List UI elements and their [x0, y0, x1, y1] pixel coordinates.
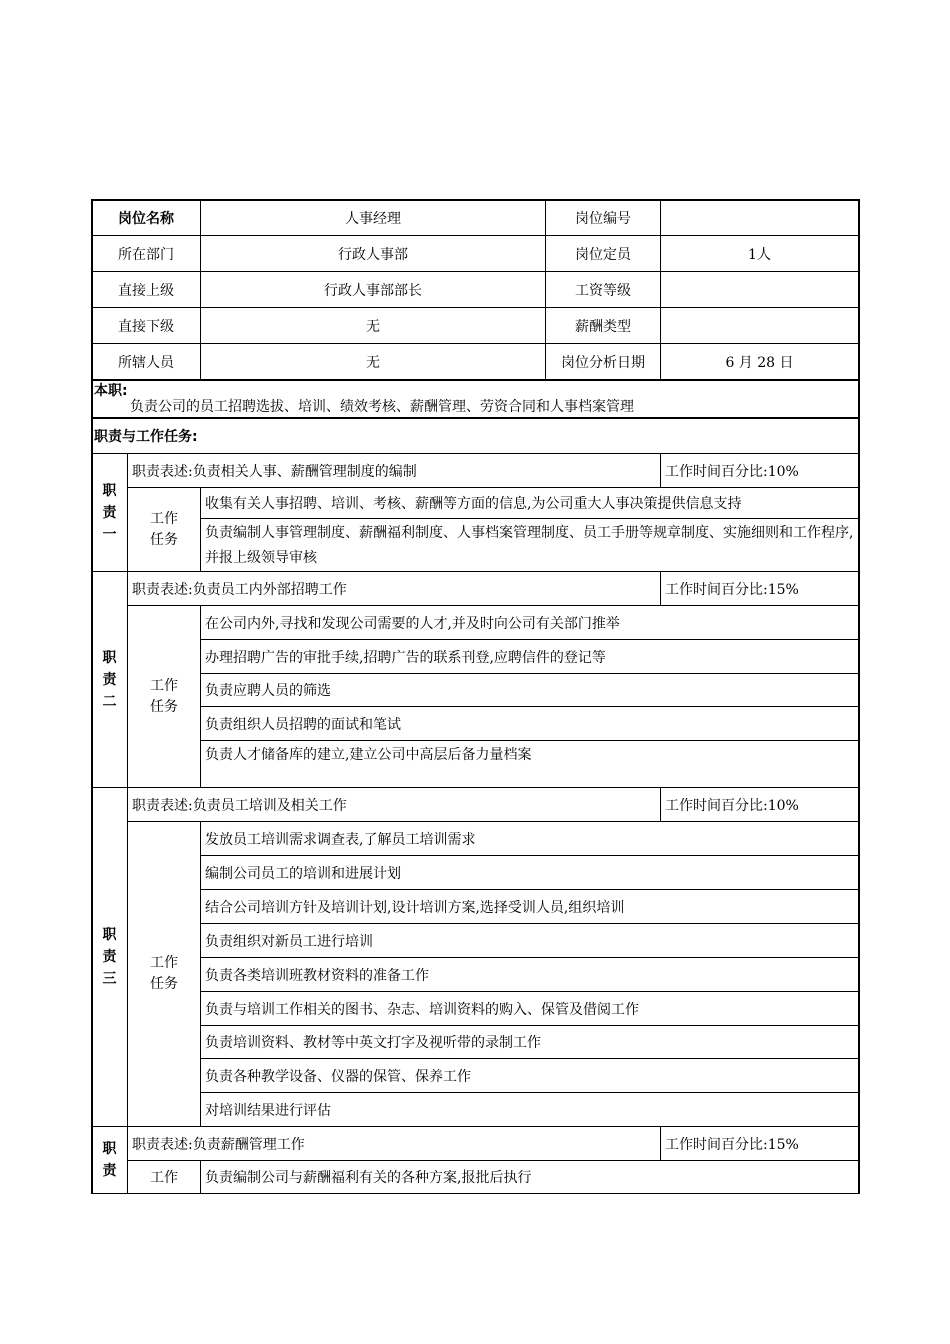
task-label-line: 工作	[150, 677, 178, 694]
summary-text: 负责公司的员工招聘选拔、培训、绩效考核、薪酬管理、劳资合同和人事档案管理	[130, 399, 634, 415]
duty-2-task-4: 负责组织人员招聘的面试和笔试	[205, 716, 401, 733]
direct-subordinate-value: 无	[366, 318, 380, 335]
duty-4-task-label: 工作	[150, 1170, 178, 1186]
duty-3-statement: 职责表述:负责员工培训及相关工作	[132, 797, 347, 814]
summary-label: 本职:	[94, 383, 128, 399]
duty-3-percent: 工作时间百分比:10%	[665, 797, 799, 814]
duty-2-task-5: 负责人才储备库的建立,建立公司中高层后备力量档案	[205, 747, 532, 763]
department-value: 行政人事部	[338, 246, 408, 263]
duty-3-title-char: 职	[102, 927, 117, 943]
pay-type-value	[661, 308, 858, 343]
salary-grade-value	[661, 272, 858, 307]
duty-2-task-2: 办理招聘广告的审批手续,招聘广告的联系刊登,应聘信件的登记等	[205, 649, 606, 666]
duty-3-task-1: 发放员工培训需求调查表,了解员工培训需求	[205, 831, 476, 848]
duty-3-task-6: 负责与培训工作相关的图书、杂志、培训资料的购入、保管及借阅工作	[205, 1001, 639, 1018]
duty-3-title-char: 三	[102, 971, 117, 987]
duty-1-percent: 工作时间百分比:10%	[665, 463, 799, 480]
duty-3-task-5: 负责各类培训班教材资料的准备工作	[205, 967, 429, 984]
salary-grade-label: 工资等级	[575, 282, 631, 299]
duty-4-statement: 职责表述:负责薪酬管理工作	[132, 1136, 305, 1153]
department-label: 所在部门	[118, 246, 174, 263]
task-label-line: 工作	[150, 510, 178, 527]
position-name-label: 岗位名称	[118, 210, 174, 227]
duty-1-task-label	[128, 488, 200, 571]
duty-3-task-9: 对培训结果进行评估	[205, 1102, 331, 1119]
duty-1-task-1: 收集有关人事招聘、培训、考核、薪酬等方面的信息,为公司重大人事决策提供信息支持	[205, 496, 742, 512]
duty-1-title-char: 责	[102, 504, 117, 521]
duty-3-task-2: 编制公司员工的培训和进展计划	[205, 865, 401, 882]
duty-3-task-3: 结合公司培训方针及培训计划,设计培训方案,选择受训人员,组织培训	[205, 899, 625, 916]
duty-1-task-2: 负责编制人事管理制度、薪酬福利制度、人事档案管理制度、员工手册等规章制度、实施细则和工作程序,并报上级领导审核	[205, 525, 854, 566]
task-label-line: 任务	[150, 976, 178, 992]
duty-4-task-1: 负责编制公司与薪酬福利有关的各种方案,报批后执行	[205, 1170, 532, 1186]
task-label-line: 任务	[150, 698, 178, 715]
task-label-line: 任务	[150, 531, 178, 548]
staff-under-value: 无	[366, 354, 380, 371]
position-name-value: 人事经理	[345, 210, 401, 227]
position-number-label: 岗位编号	[575, 210, 631, 227]
duty-2-title-char: 责	[102, 671, 117, 688]
position-number-value	[661, 200, 858, 235]
duty-4-percent: 工作时间百分比:15%	[665, 1136, 799, 1153]
duty-2-task-3: 负责应聘人员的筛选	[205, 683, 331, 699]
duty-3-task-7: 负责培训资料、教材等中英文打字及视听带的录制工作	[205, 1035, 541, 1051]
duty-1-title	[92, 454, 127, 571]
duty-3-title-char: 责	[102, 949, 117, 965]
duty-2-statement: 职责表述:负责员工内外部招聘工作	[132, 581, 347, 598]
headcount-label: 岗位定员	[575, 246, 631, 263]
duty-3-title	[92, 788, 127, 1126]
direct-subordinate-label: 直接下级	[118, 318, 174, 335]
direct-superior-value: 行政人事部部长	[324, 282, 422, 299]
analysis-date-label: 岗位分析日期	[561, 354, 645, 371]
task-label-line: 工作	[150, 955, 178, 971]
duty-2-task-1: 在公司内外,寻找和发现公司需要的人才,并及时向公司有关部门推举	[205, 615, 620, 632]
pay-type-label: 薪酬类型	[575, 318, 631, 335]
duties-header: 职责与工作任务:	[94, 428, 198, 445]
duty-4-title-char: 责	[102, 1163, 117, 1179]
duty-4-title	[92, 1127, 127, 1193]
duty-3-task-8: 负责各种教学设备、仪器的保管、保养工作	[205, 1068, 471, 1085]
duty-1-title-char: 职	[102, 482, 117, 499]
direct-superior-label: 直接上级	[118, 282, 174, 299]
analysis-date-value: 6 月 28 日	[725, 354, 794, 371]
headcount-value: 1人	[748, 246, 771, 263]
duty-2-title-char: 二	[102, 693, 117, 710]
staff-under-label: 所辖人员	[118, 354, 174, 371]
duty-1-statement: 职责表述:负责相关人事、薪酬管理制度的编制	[132, 463, 417, 480]
duty-3-task-label	[128, 822, 200, 1126]
duty-2-task-label	[128, 606, 200, 787]
duty-1-title-char: 一	[102, 526, 117, 543]
duty-4-title-char: 职	[102, 1141, 117, 1157]
duty-2-percent: 工作时间百分比:15%	[665, 581, 799, 598]
duty-3-task-4: 负责组织对新员工进行培训	[205, 933, 373, 950]
duty-2-title-char: 职	[102, 649, 117, 666]
duty-2-title	[92, 572, 127, 787]
